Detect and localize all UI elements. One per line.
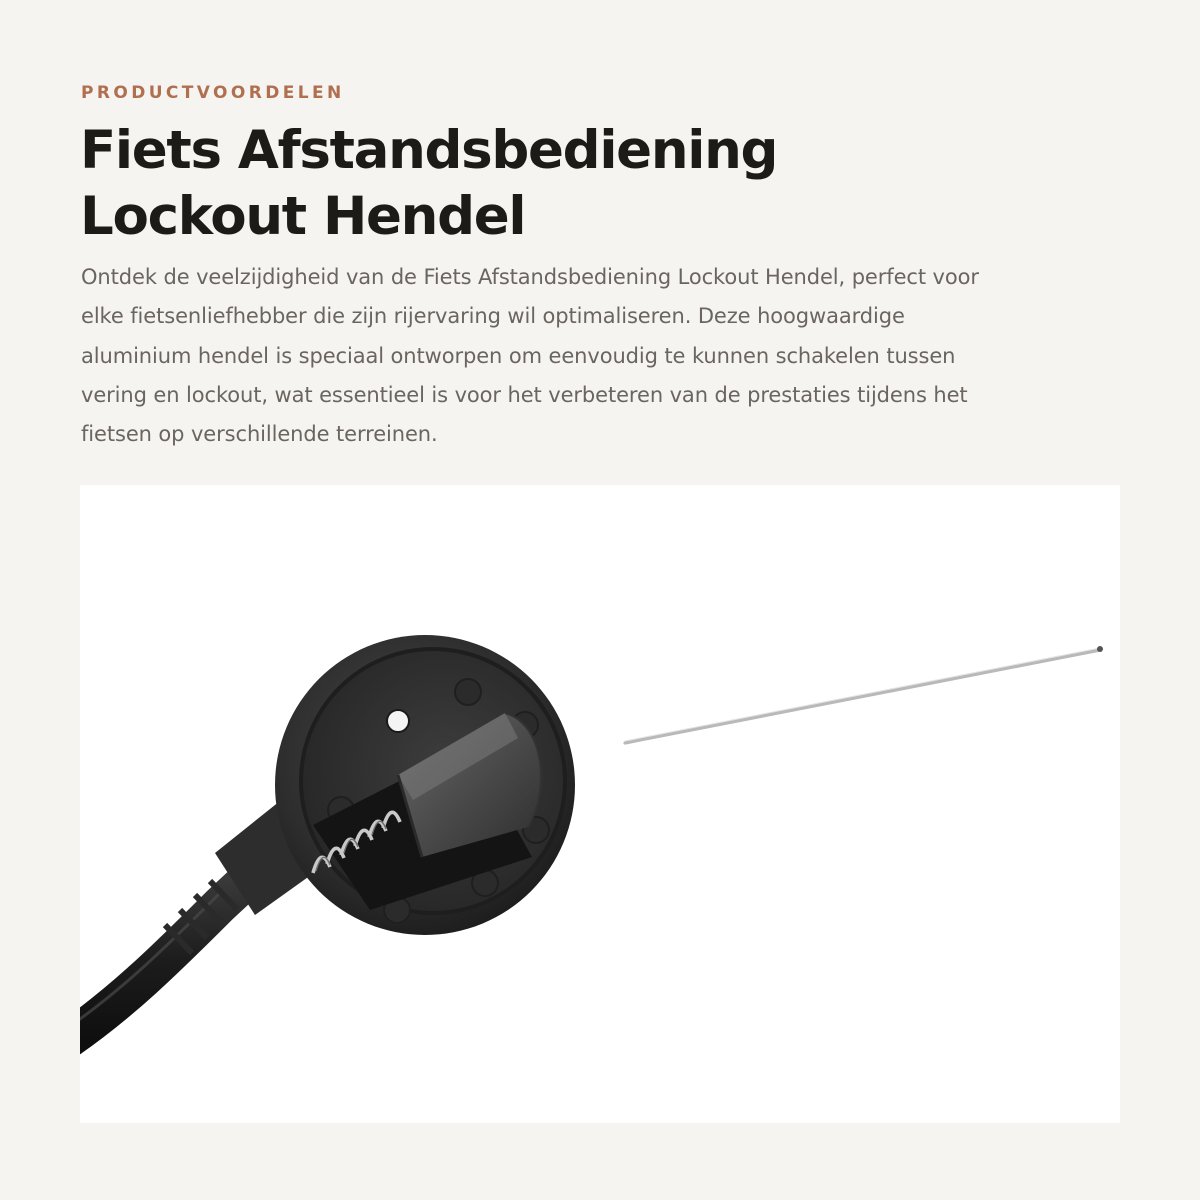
cable-housing [80,877,250,1045]
description-line-1: Ontdek de veelzijdigheid van de Fiets Afstandsbediening Lockout Hendel, perfect voor [81,265,979,289]
title-line-1: Fiets Afstandsbediening [80,120,778,181]
description-line-5: fietsen op verschillende terreinen. [81,422,438,447]
inner-wire [625,650,1100,743]
description-line-3: aluminium hendel is speciaal ontworpen om eenvoudig te kunnen schakelen tussen [81,343,956,368]
section-title [80,118,1120,250]
title-line-2: Lockout Hendel [80,186,526,247]
lockout-lever-illustration [80,485,1120,1123]
description-line-2: elke fietsenliefhebber die zijn rijervaring wil optimaliseren. Deze hoogwaardige [81,304,905,329]
section-description [81,258,1121,454]
description-line-4: vering en lockout, wat essentieel is voor het verbeteren van de prestaties tijdens het [81,382,968,407]
product-photo [80,485,1120,1123]
section-eyebrow: PRODUCTVOORDELEN [81,83,345,103]
